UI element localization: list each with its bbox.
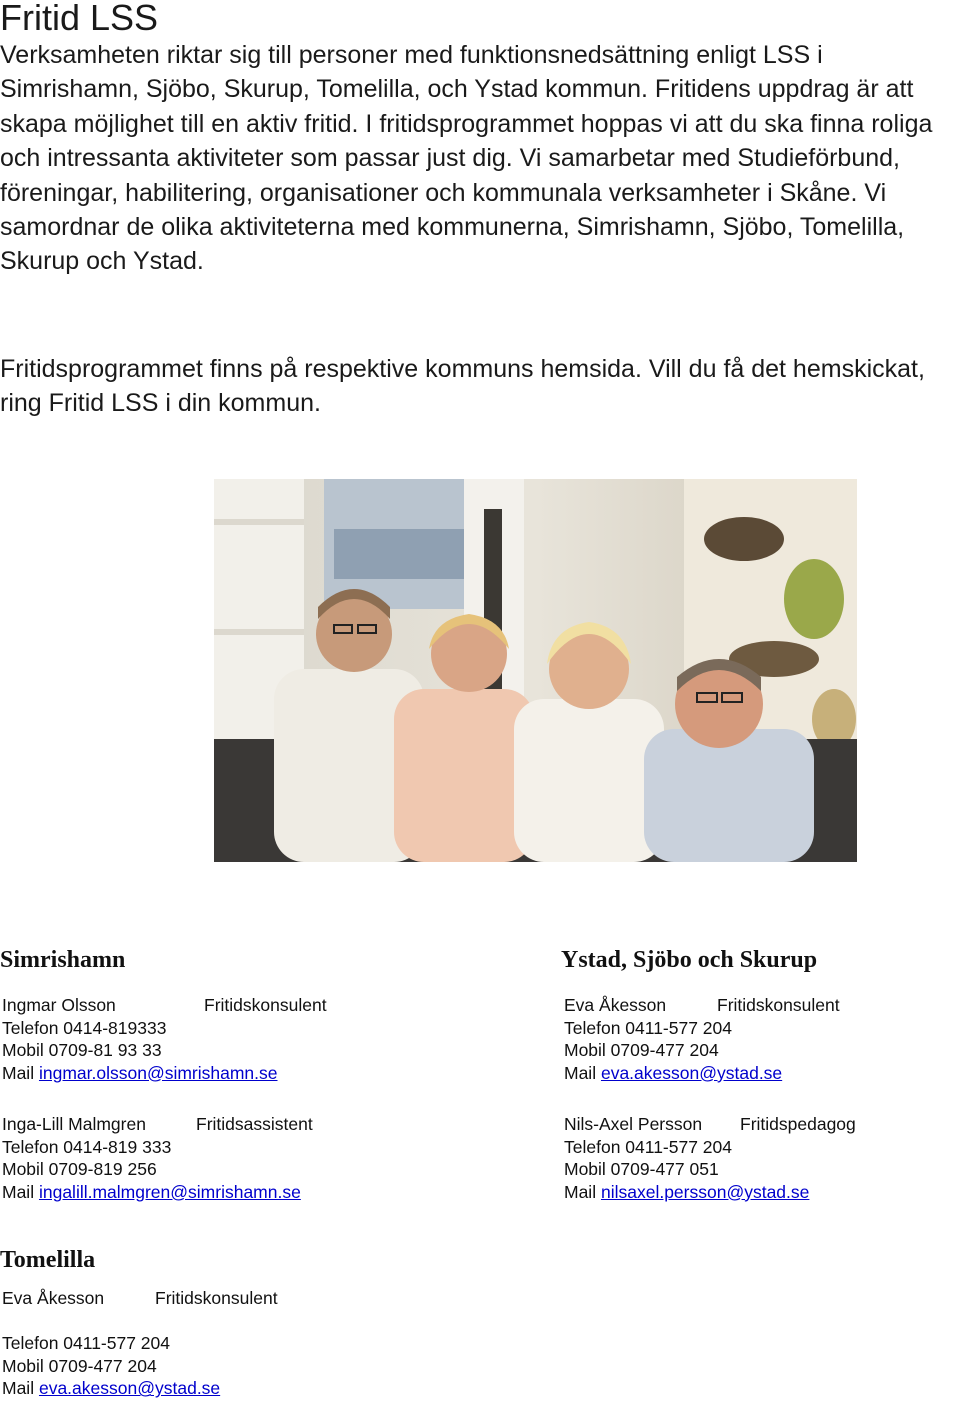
ystad-contact-2 [564,1113,954,1203]
contact-role: Fritidskonsulent [204,995,327,1015]
tomelilla-contact-1 [2,1287,522,1400]
contact-phone: Telefon 0411-577 204 [2,1333,171,1354]
contact-mail-row [564,1181,954,1204]
email-link[interactable]: ingmar.olsson@simrishamn.se [38,1062,278,1083]
mail-label: Mail [2,1181,35,1202]
contact-mobile: Mobil 0709-819 256 [2,1159,157,1180]
group-photo [214,479,857,862]
contact-name-row [564,1113,954,1136]
contact-name-row [2,1113,522,1136]
contact-name-row [2,994,522,1017]
page-title: Fritid LSS [0,0,159,38]
contact-name-row [564,994,954,1017]
simrishamn-contact-2 [2,1113,522,1203]
contact-name: Eva Åkesson [2,1288,105,1308]
contact-mobile: Mobil 0709-81 93 33 [2,1040,162,1061]
ystad-contact-1 [564,994,954,1084]
ystad-heading: Ystad, Sjöbo och Skurup [561,947,818,973]
program-info-paragraph: Fritidsprogrammet finns på respektive kommuns hemsida. Vill du få det hemskickat, ring Fritid LSS i din kommun. [0,355,925,418]
mail-label: Mail [2,1062,35,1083]
contact-mail-row [2,1377,522,1400]
contact-phone: Telefon 0414-819333 [2,1017,167,1038]
contact-mobile: Mobil 0709-477 204 [2,1355,157,1376]
email-link[interactable]: eva.akesson@ystad.se [600,1062,783,1083]
contact-phone: Telefon 0414-819 333 [2,1136,172,1157]
email-link[interactable]: eva.akesson@ystad.se [38,1378,221,1399]
email-link[interactable]: ingalill.malmgren@simrishamn.se [38,1181,301,1202]
contact-mobile: Mobil 0709-477 204 [564,1040,719,1061]
mail-label: Mail [2,1378,35,1399]
contact-role: Fritidspedagog [740,1114,856,1134]
contact-mail-row [564,1062,954,1085]
contact-name: Inga-Lill Malmgren [2,1114,146,1134]
contact-name: Ingmar Olsson [2,995,116,1015]
contact-role: Fritidskonsulent [155,1288,278,1308]
contact-phone: Telefon 0411-577 204 [564,1017,733,1038]
email-link[interactable]: nilsaxel.persson@ystad.se [600,1181,810,1202]
contact-name: Eva Åkesson [564,995,667,1015]
mail-label: Mail [564,1181,597,1202]
contact-name: Nils-Axel Persson [564,1114,703,1134]
contact-name-row [2,1287,522,1310]
tomelilla-heading: Tomelilla [0,1247,96,1273]
contact-mobile: Mobil 0709-477 051 [564,1159,719,1180]
mail-label: Mail [564,1062,597,1083]
contact-mail-row [2,1181,522,1204]
group-photo-illustration [214,479,857,862]
contact-phone: Telefon 0411-577 204 [564,1136,733,1157]
contact-mail-row [2,1062,522,1085]
simrishamn-heading: Simrishamn [0,947,126,973]
intro-paragraph: Verksamheten riktar sig till personer med funktionsnedsättning enligt LSS i Simrishamn, Sjöbo, Skurup, Tomelilla, och Ystad kommun. Fritidens uppdrag är att skapa möjlighet till en aktiv fritid. I fritidsprogrammet hoppas vi att du ska finna roliga och intressanta aktiviteter som passar just dig. Vi samarbetar med Studieförbund, föreningar, habilitering, organisationer och kommunala verksamheter i Skåne. Vi samordnar de olika aktiviteterna med kommunerna, Simrishamn, Sjöbo, Tomelilla, Skurup och Ystad. [0,41,933,276]
contact-role: Fritidsassistent [196,1114,313,1134]
contact-role: Fritidskonsulent [717,995,840,1015]
simrishamn-contact-1 [2,994,522,1084]
